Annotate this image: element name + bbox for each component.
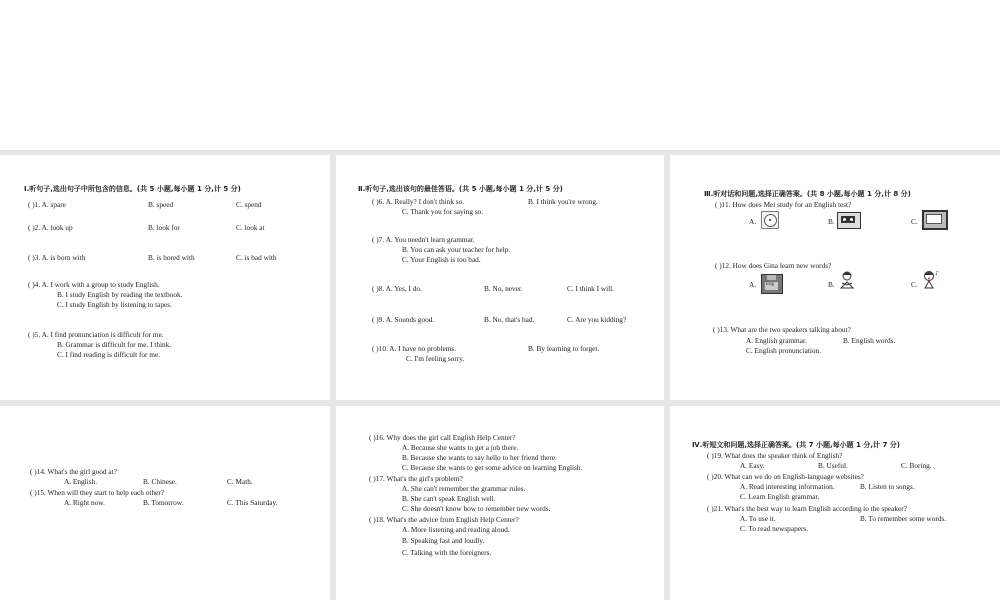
section-2-heading: Ⅱ.听句子,选出该句的最佳答语。(共 5 小题,每小题 1 分,计 5 分)	[358, 185, 563, 193]
q19-option-a: A. Easy.	[740, 461, 765, 470]
q1-option-c: C. spend	[236, 200, 262, 209]
q10-option-c: C. I'm feeling sorry.	[406, 354, 465, 363]
section-3-panel	[670, 155, 1000, 400]
q19-option-b: B. Useful.	[818, 461, 848, 470]
q17-option-c: C. She doesn't know how to remember new words.	[402, 504, 551, 513]
q3-option-c: C. is bad with	[236, 253, 277, 262]
q4-option-c: C. I study English by listening to tapes.	[57, 300, 172, 309]
q14-option-a: A. English.	[64, 477, 98, 486]
q5-option-a: ( )5. A. I find pronunciation is difficult for me.	[28, 330, 164, 339]
q18-question: ( )18. What's the advice from English Help Center?	[369, 515, 519, 524]
q12-question: ( )12. How does Gina learn new words?	[715, 261, 832, 270]
q16-option-b: B. Because she wants to say hello to her friend there.	[402, 453, 557, 462]
q6-option-a: ( )6. A. Really? I don't think so.	[372, 197, 465, 206]
q6-option-c: C. Thank you for saying so.	[402, 207, 484, 216]
q14-option-c: C. Math.	[227, 477, 253, 486]
q14-question: ( )14. What's the girl good at?	[30, 467, 117, 476]
q13-question: ( )13. What are the two speakers talking about?	[713, 325, 851, 334]
q10-option-b: B. By learning to forget.	[528, 344, 600, 353]
reading-student-icon	[837, 270, 857, 290]
q15-option-b: B. Tomorrow.	[143, 498, 184, 507]
floppy-disk-label: Eng	[766, 282, 775, 287]
q16-option-a: A. Because she wants to get a job there.	[402, 443, 519, 452]
q9-option-c: C. Are you kidding?	[567, 315, 627, 324]
section-3-heading: Ⅲ.听对话和问题,选择正确答案。(共 8 小题,每小题 1 分,计 8 分)	[704, 190, 911, 198]
q8-option-b: B. No, never.	[484, 284, 523, 293]
q11-option-a-label: A.	[749, 217, 757, 226]
cd-icon	[761, 211, 779, 229]
q20-option-b: B. Listen to songs.	[860, 482, 915, 491]
svg-text:♪: ♪	[935, 270, 939, 277]
section-4-panel	[0, 406, 330, 600]
q10-option-a: ( )10. A. I have no problems.	[372, 344, 457, 353]
q1-option-b: B. speed	[148, 200, 174, 209]
q4-option-b: B. I study English by reading the textbook.	[57, 290, 183, 299]
cassette-tape-icon	[837, 212, 861, 229]
q16-question: ( )16. Why does the girl call English Help Center?	[369, 433, 516, 442]
q12-option-a-label: A.	[749, 280, 757, 289]
q9-option-b: B. No, that's bad.	[484, 315, 535, 324]
q19-option-c: C. Boring.	[901, 461, 932, 470]
q13-option-c: C. English pronunciation.	[746, 346, 821, 355]
q7-option-b: B. You can ask your teacher for help.	[402, 245, 511, 254]
q1-option-a: ( )1. A. spare	[28, 200, 66, 209]
q7-option-c: C. Your English is too bad.	[402, 255, 481, 264]
q5-option-c: C. I find reading is difficult for me.	[57, 350, 161, 359]
section-2-panel	[336, 155, 664, 400]
q18-option-a: A. More listening and reading aloud.	[402, 525, 510, 534]
singing-student-icon	[920, 269, 940, 289]
q11-option-b-label: B.	[828, 217, 835, 226]
television-icon	[922, 210, 948, 230]
q21-option-a: A. To use it.	[740, 514, 776, 523]
q2-option-c: C. look at	[236, 223, 265, 232]
q3-option-a: ( )3. A. is born with	[28, 253, 86, 262]
q19-question: ( )19. What does the speaker think of English?	[707, 451, 843, 460]
q18-option-b: B. Speaking fast and loudly.	[402, 536, 485, 545]
q17-option-a: A. She can't remember the grammar rules.	[402, 484, 526, 493]
q13-option-a: A. English grammar.	[746, 336, 807, 345]
q5-option-b: B. Grammar is difficult for me. I think.	[57, 340, 172, 349]
q2-option-b: B. look for	[148, 223, 180, 232]
section-6-heading: Ⅳ.听短文和问题,选择正确答案。(共 7 小题,每小题 1 分,计 7 分)	[692, 441, 900, 449]
q11-question: ( )11. How does Mei study for an English test?	[715, 200, 852, 209]
q20-question: ( )20. What can we do on English-language websites?	[707, 472, 864, 481]
q15-option-c: C. This Saturday.	[227, 498, 278, 507]
q17-question: ( )17. What's the girl's problem?	[369, 474, 463, 483]
q4-option-a: ( )4. A. I work with a group to study English.	[28, 280, 160, 289]
q12-option-c-label: C.	[911, 280, 918, 289]
q13-option-b: B. English words.	[843, 336, 896, 345]
q18-option-c: C. Talking with the foreigners.	[402, 548, 492, 557]
q8-option-c: C. I think I will.	[567, 284, 615, 293]
section-1-heading: Ⅰ.听句子,选出句子中所包含的信息。(共 5 小题,每小题 1 分,计 5 分)	[24, 185, 241, 193]
q21-option-b: B. To remember some words.	[860, 514, 947, 523]
q15-option-a: A. Right now.	[64, 498, 105, 507]
q20-option-c: C. Learn English grammar.	[740, 492, 820, 501]
floppy-disk-icon	[761, 274, 783, 294]
q15-question: ( )15. When will they start to help each other?	[30, 488, 165, 497]
q9-option-a: ( )9. A. Sounds good.	[372, 315, 435, 324]
q16-option-c: C. Because she wants to get some advice on learning English.	[402, 463, 583, 472]
q7-option-a: ( )7. A. You needn't learn grammar.	[372, 235, 475, 244]
q21-option-c: C. To read newspapers.	[740, 524, 809, 533]
q6-option-b: B. I think you're wrong.	[528, 197, 598, 206]
section-5-panel	[336, 406, 664, 600]
q14-option-b: B. Chinese.	[143, 477, 177, 486]
q17-option-b: B. She can't speak English well.	[402, 494, 496, 503]
q21-question: ( )21. What's the best way to learn English according to the speaker?	[707, 504, 907, 513]
q12-option-b-label: B.	[828, 280, 835, 289]
blank-page-area	[0, 0, 1000, 150]
q20-option-a: A. Read interesting information.	[740, 482, 835, 491]
q3-option-b: B. is bored with	[148, 253, 195, 262]
section-1-panel	[0, 155, 330, 400]
q2-option-a: ( )2. A. look up	[28, 223, 73, 232]
q11-option-c-label: C.	[911, 217, 918, 226]
section-6-panel	[670, 406, 1000, 600]
q8-option-a: ( )8. A. Yes, I do.	[372, 284, 422, 293]
